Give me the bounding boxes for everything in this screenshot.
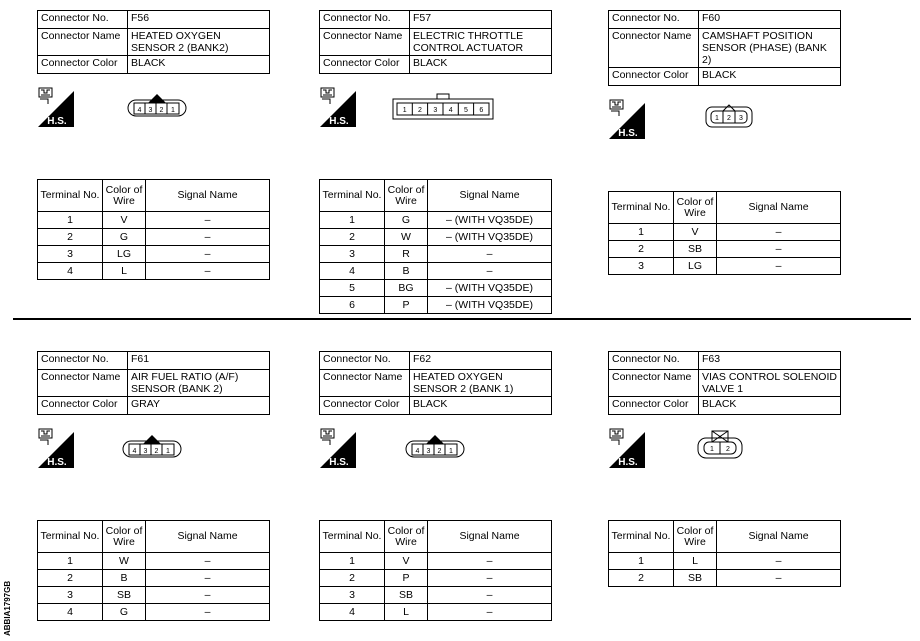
terminal-cell: 2 [320, 570, 385, 587]
table-row [320, 570, 552, 587]
table-row [38, 604, 270, 621]
connector-color-label: Connector Color [38, 397, 128, 415]
terminal-cell: 1 [38, 553, 103, 570]
section-divider [13, 318, 911, 320]
pin-label: 1 [710, 446, 714, 453]
pin-label: 3 [148, 107, 153, 114]
connector-color-value: GRAY [128, 397, 270, 415]
terminal-table [608, 191, 841, 275]
wire-color-header: Color of Wire [674, 521, 717, 553]
wire-cell: SB [385, 587, 428, 604]
connector-block-f63 [608, 351, 868, 587]
table-row [320, 297, 552, 314]
connector-name-label: Connector Name [320, 370, 410, 397]
terminal-no-header: Terminal No. [609, 192, 674, 224]
connector-icon-row [608, 99, 868, 145]
connector-face-icon [704, 101, 754, 131]
table-row [320, 587, 552, 604]
table-row [609, 553, 841, 570]
wire-cell: V [674, 224, 717, 241]
terminal-cell: 2 [320, 229, 385, 246]
connector-info-table [319, 351, 552, 415]
terminal-cell: 4 [320, 604, 385, 621]
wire-cell: V [103, 212, 146, 229]
wire-cell: SB [103, 587, 146, 604]
signal-cell: – [428, 246, 552, 263]
connector-name-value: ELECTRIC THROTTLE CONTROL ACTUATOR [410, 29, 552, 56]
signal-cell: – [717, 258, 841, 275]
connector-color-value: BLACK [699, 68, 841, 86]
table-row [320, 280, 552, 297]
terminal-cell: 3 [38, 587, 103, 604]
wire-cell: L [385, 604, 428, 621]
pin-label: 3 [426, 448, 431, 455]
signal-cell: – [428, 604, 552, 621]
wire-cell: G [385, 212, 428, 229]
table-row [38, 212, 270, 229]
wire-cell: LG [103, 246, 146, 263]
connector-icon-row [37, 428, 297, 474]
terminal-no-header: Terminal No. [320, 521, 385, 553]
wire-color-header: Color of Wire [385, 180, 428, 212]
signal-cell: – [717, 570, 841, 587]
terminal-cell: 2 [609, 570, 674, 587]
terminal-cell: 2 [38, 229, 103, 246]
signal-cell: – [146, 553, 270, 570]
connector-face-icon [120, 432, 184, 460]
pin-label: 3 [143, 448, 148, 455]
connector-block-f61 [37, 351, 297, 621]
terminal-no-header: Terminal No. [38, 180, 103, 212]
wire-cell: SB [674, 241, 717, 258]
harness-side-icon [320, 87, 356, 127]
connector-no-label: Connector No. [320, 11, 410, 29]
pin-label: 2 [727, 115, 731, 122]
figure-id: ABBIA1797GB [3, 580, 12, 636]
connector-name-value: CAMSHAFT POSITION SENSOR (PHASE) (BANK 2) [699, 29, 841, 68]
pin-label: 1 [402, 107, 407, 114]
pin-label: 2 [437, 448, 442, 455]
wire-cell: B [103, 570, 146, 587]
signal-cell: – [146, 570, 270, 587]
connector-name-value: HEATED OXYGEN SENSOR 2 (BANK 1) [410, 370, 552, 397]
connector-name-label: Connector Name [609, 370, 699, 397]
table-row [320, 246, 552, 263]
connector-name-value: HEATED OXYGEN SENSOR 2 (BANK2) [128, 29, 270, 56]
hs-label: H.S. [329, 457, 349, 468]
signal-name-header: Signal Name [717, 192, 841, 224]
signal-cell: – [717, 224, 841, 241]
wire-color-header: Color of Wire [674, 192, 717, 224]
terminal-cell: 2 [609, 241, 674, 258]
connector-info-table [37, 10, 270, 74]
signal-cell: – (WITH VQ35DE) [428, 212, 552, 229]
signal-name-header: Signal Name [146, 180, 270, 212]
wire-cell: W [385, 229, 428, 246]
connector-block-f57 [319, 10, 579, 314]
terminal-cell: 1 [320, 553, 385, 570]
signal-cell: – [428, 553, 552, 570]
terminal-cell: 3 [320, 587, 385, 604]
connector-color-value: BLACK [410, 56, 552, 74]
pin-label: 2 [726, 446, 730, 453]
connector-icon-row [319, 87, 579, 133]
pin-label: 2 [154, 448, 159, 455]
terminal-cell: 3 [38, 246, 103, 263]
wire-cell: SB [674, 570, 717, 587]
harness-side-icon [609, 428, 645, 468]
hs-label: H.S. [47, 116, 67, 127]
connector-info-table [608, 10, 841, 86]
wire-cell: L [103, 263, 146, 280]
wire-color-header: Color of Wire [385, 521, 428, 553]
wire-cell: V [385, 553, 428, 570]
table-row [609, 258, 841, 275]
signal-name-header: Signal Name [428, 521, 552, 553]
connector-block-f60 [608, 10, 868, 275]
wire-cell: LG [674, 258, 717, 275]
connector-no-value: F56 [128, 11, 270, 29]
terminal-cell: 4 [320, 263, 385, 280]
pin-label: 6 [479, 107, 484, 114]
connector-color-value: BLACK [128, 56, 270, 74]
connector-info-table [37, 351, 270, 415]
wire-cell: G [103, 604, 146, 621]
connector-name-value: VIAS CONTROL SOLENOID VALVE 1 [699, 370, 841, 397]
signal-cell: – [717, 553, 841, 570]
connector-icon-row [608, 428, 868, 474]
pin-label: 4 [448, 107, 453, 114]
signal-cell: – [146, 246, 270, 263]
harness-side-icon [38, 428, 74, 468]
connector-color-label: Connector Color [320, 56, 410, 74]
pin-label: 1 [166, 448, 170, 455]
terminal-table [608, 520, 841, 587]
wire-color-header: Color of Wire [103, 521, 146, 553]
signal-cell: – [146, 263, 270, 280]
terminal-cell: 4 [38, 604, 103, 621]
table-row [320, 229, 552, 246]
pin-label: 3 [433, 107, 438, 114]
hs-label: H.S. [47, 457, 67, 468]
table-row [38, 263, 270, 280]
terminal-cell: 1 [38, 212, 103, 229]
pin-label: 4 [137, 107, 142, 114]
signal-name-header: Signal Name [146, 521, 270, 553]
connector-face-icon [391, 91, 495, 121]
connector-info-table [319, 10, 552, 74]
signal-cell: – [146, 229, 270, 246]
signal-cell: – (WITH VQ35DE) [428, 297, 552, 314]
connector-face-icon [696, 428, 744, 462]
terminal-cell: 2 [38, 570, 103, 587]
wire-cell: G [103, 229, 146, 246]
wire-cell: L [674, 553, 717, 570]
connector-name-label: Connector Name [609, 29, 699, 68]
connector-no-value: F62 [410, 352, 552, 370]
table-row [320, 553, 552, 570]
table-row [38, 229, 270, 246]
wire-cell: W [103, 553, 146, 570]
harness-side-icon [38, 87, 74, 127]
pin-label: 4 [132, 448, 137, 455]
table-row [609, 224, 841, 241]
connector-face-icon [125, 91, 189, 119]
terminal-no-header: Terminal No. [609, 521, 674, 553]
signal-cell: – (WITH VQ35DE) [428, 229, 552, 246]
signal-cell: – [146, 212, 270, 229]
connector-name-value: AIR FUEL RATIO (A/F) SENSOR (BANK 2) [128, 370, 270, 397]
signal-cell: – [717, 241, 841, 258]
signal-cell: – [146, 604, 270, 621]
table-row [38, 587, 270, 604]
connector-block-f62 [319, 351, 579, 621]
signal-name-header: Signal Name [428, 180, 552, 212]
connector-icon-row [37, 87, 297, 133]
connector-color-value: BLACK [410, 397, 552, 415]
terminal-cell: 4 [38, 263, 103, 280]
connector-color-label: Connector Color [320, 397, 410, 415]
terminal-cell: 3 [609, 258, 674, 275]
wire-cell: B [385, 263, 428, 280]
signal-name-header: Signal Name [717, 521, 841, 553]
pin-label: 4 [415, 448, 420, 455]
terminal-table [37, 520, 270, 621]
signal-cell: – (WITH VQ35DE) [428, 280, 552, 297]
connector-no-label: Connector No. [609, 352, 699, 370]
terminal-no-header: Terminal No. [38, 521, 103, 553]
harness-side-icon [609, 99, 645, 139]
terminal-table [319, 520, 552, 621]
pin-label: 2 [418, 107, 422, 114]
pin-label: 5 [464, 107, 468, 114]
table-row [609, 241, 841, 258]
pin-label: 3 [739, 115, 743, 122]
terminal-cell: 3 [320, 246, 385, 263]
signal-cell: – [428, 263, 552, 280]
harness-side-icon [320, 428, 356, 468]
connector-no-label: Connector No. [609, 11, 699, 29]
hs-label: H.S. [618, 457, 638, 468]
terminal-cell: 5 [320, 280, 385, 297]
terminal-cell: 1 [609, 553, 674, 570]
terminal-cell: 1 [320, 212, 385, 229]
connector-no-value: F60 [699, 11, 841, 29]
pin-label: 1 [449, 448, 453, 455]
table-row [320, 604, 552, 621]
connector-block-f56 [37, 10, 297, 280]
connector-color-label: Connector Color [38, 56, 128, 74]
connector-no-label: Connector No. [38, 11, 128, 29]
connector-info-table [608, 351, 841, 415]
terminal-cell: 1 [609, 224, 674, 241]
wire-cell: R [385, 246, 428, 263]
table-row [609, 570, 841, 587]
pin-label: 2 [159, 107, 164, 114]
connector-name-label: Connector Name [320, 29, 410, 56]
terminal-cell: 6 [320, 297, 385, 314]
hs-label: H.S. [329, 116, 349, 127]
signal-cell: – [428, 587, 552, 604]
wire-cell: BG [385, 280, 428, 297]
terminal-table [319, 179, 552, 314]
hs-label: H.S. [618, 128, 638, 139]
table-row [38, 246, 270, 263]
connector-no-value: F63 [699, 352, 841, 370]
connector-icon-row [319, 428, 579, 474]
wire-cell: P [385, 297, 428, 314]
connector-name-label: Connector Name [38, 29, 128, 56]
connector-color-value: BLACK [699, 397, 841, 415]
connector-no-value: F61 [128, 352, 270, 370]
terminal-no-header: Terminal No. [320, 180, 385, 212]
signal-cell: – [146, 587, 270, 604]
signal-cell: – [428, 570, 552, 587]
wire-color-header: Color of Wire [103, 180, 146, 212]
terminal-table [37, 179, 270, 280]
table-row [320, 212, 552, 229]
pin-label: 1 [715, 115, 719, 122]
connector-no-value: F57 [410, 11, 552, 29]
connector-color-label: Connector Color [609, 397, 699, 415]
connector-face-icon [403, 432, 467, 460]
connector-no-label: Connector No. [38, 352, 128, 370]
table-row [320, 263, 552, 280]
connector-name-label: Connector Name [38, 370, 128, 397]
connector-no-label: Connector No. [320, 352, 410, 370]
table-row [38, 553, 270, 570]
wire-cell: P [385, 570, 428, 587]
pin-label: 1 [171, 107, 175, 114]
connector-color-label: Connector Color [609, 68, 699, 86]
table-row [38, 570, 270, 587]
